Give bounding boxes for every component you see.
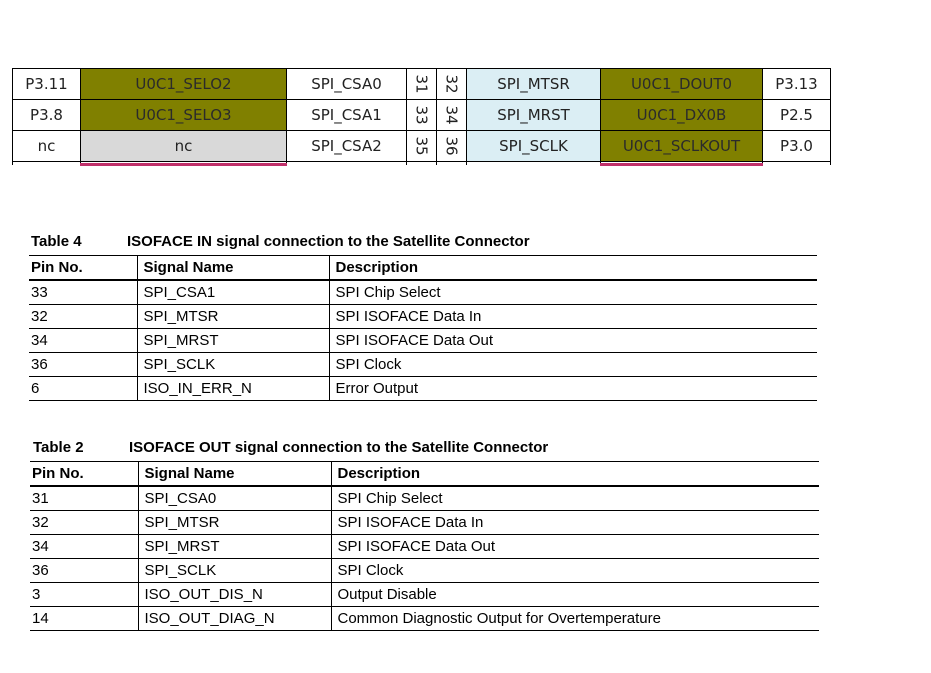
header-pin: Pin No. <box>30 462 138 487</box>
function-left: U0C1_SELO3 <box>81 100 287 131</box>
description-cell: Output Disable <box>331 583 819 607</box>
table-row <box>29 280 817 305</box>
signal-right: SPI_SCLK <box>467 131 601 162</box>
header-signal: Signal Name <box>138 462 331 487</box>
pin-left: 31 <box>407 69 437 100</box>
port-right: P2.5 <box>763 100 831 131</box>
table4-label: Table 4 <box>31 233 82 250</box>
pin-right: 34 <box>437 100 467 131</box>
signal-left: SPI_CSA2 <box>287 131 407 162</box>
pin-left: 33 <box>407 100 437 131</box>
signal-cell: SPI_MRST <box>137 329 329 353</box>
pin-cell: 32 <box>29 305 137 329</box>
table2 <box>30 461 819 631</box>
pin-cell: 34 <box>29 329 137 353</box>
pin-cell: 14 <box>30 607 138 631</box>
table2-title: ISOFACE OUT signal connection to the Satellite Connector <box>129 439 549 456</box>
table-row <box>30 583 819 607</box>
description-cell: SPI ISOFACE Data Out <box>331 535 819 559</box>
table4-caption <box>31 233 530 250</box>
port-right: P3.13 <box>763 69 831 100</box>
function-left: nc <box>81 131 287 162</box>
table-header-row <box>29 256 817 281</box>
connector-row <box>13 69 831 100</box>
signal-cell: ISO_OUT_DIAG_N <box>138 607 331 631</box>
description-cell: SPI ISOFACE Data Out <box>329 329 817 353</box>
pin-left: 35 <box>407 131 437 162</box>
table2-caption <box>33 439 548 456</box>
signal-cell: SPI_MTSR <box>137 305 329 329</box>
signal-cell: SPI_CSA1 <box>137 280 329 305</box>
port-left: P3.11 <box>13 69 81 100</box>
signal-cell: SPI_MRST <box>138 535 331 559</box>
port-left: nc <box>13 131 81 162</box>
table4-title: ISOFACE IN signal connection to the Satellite Connector <box>127 233 530 250</box>
connector-pin-table <box>12 68 831 166</box>
pin-cell: 33 <box>29 280 137 305</box>
signal-left: SPI_CSA0 <box>287 69 407 100</box>
signal-left: SPI_CSA1 <box>287 100 407 131</box>
table-row <box>30 535 819 559</box>
description-cell: SPI ISOFACE Data In <box>329 305 817 329</box>
description-cell: SPI ISOFACE Data In <box>331 511 819 535</box>
signal-right: SPI_MRST <box>467 100 601 131</box>
table-row <box>29 353 817 377</box>
pin-cell: 34 <box>30 535 138 559</box>
header-description: Description <box>329 256 817 281</box>
pink-edge-right <box>601 162 763 165</box>
pin-cell: 3 <box>30 583 138 607</box>
signal-cell: ISO_IN_ERR_N <box>137 377 329 401</box>
table-row <box>30 511 819 535</box>
pin-cell: 36 <box>29 353 137 377</box>
connector-edge-row <box>13 162 831 165</box>
table-row <box>29 329 817 353</box>
signal-cell: ISO_OUT_DIS_N <box>138 583 331 607</box>
header-pin: Pin No. <box>29 256 137 281</box>
description-cell: SPI Chip Select <box>331 486 819 511</box>
table2-label: Table 2 <box>33 439 84 456</box>
function-right: U0C1_DX0B <box>601 100 763 131</box>
description-cell: Error Output <box>329 377 817 401</box>
description-cell: SPI Clock <box>331 559 819 583</box>
connector-row <box>13 100 831 131</box>
table-header-row <box>30 462 819 487</box>
function-left: U0C1_SELO2 <box>81 69 287 100</box>
port-right: P3.0 <box>763 131 831 162</box>
function-right: U0C1_DOUT0 <box>601 69 763 100</box>
pin-cell: 31 <box>30 486 138 511</box>
header-description: Description <box>331 462 819 487</box>
table-row <box>30 607 819 631</box>
description-cell: Common Diagnostic Output for Overtemperature <box>331 607 819 631</box>
signal-cell: SPI_SCLK <box>137 353 329 377</box>
signal-cell: SPI_MTSR <box>138 511 331 535</box>
signal-cell: SPI_SCLK <box>138 559 331 583</box>
connector-row <box>13 131 831 162</box>
port-left: P3.8 <box>13 100 81 131</box>
pin-right: 32 <box>437 69 467 100</box>
description-cell: SPI Clock <box>329 353 817 377</box>
table-row <box>30 486 819 511</box>
description-cell: SPI Chip Select <box>329 280 817 305</box>
pin-cell: 6 <box>29 377 137 401</box>
table-row <box>30 559 819 583</box>
pin-cell: 32 <box>30 511 138 535</box>
function-right: U0C1_SCLKOUT <box>601 131 763 162</box>
pin-right: 36 <box>437 131 467 162</box>
table-row <box>29 305 817 329</box>
header-signal: Signal Name <box>137 256 329 281</box>
pink-edge-left <box>81 162 287 165</box>
pin-cell: 36 <box>30 559 138 583</box>
signal-cell: SPI_CSA0 <box>138 486 331 511</box>
signal-right: SPI_MTSR <box>467 69 601 100</box>
table4 <box>29 255 817 401</box>
table-row <box>29 377 817 401</box>
